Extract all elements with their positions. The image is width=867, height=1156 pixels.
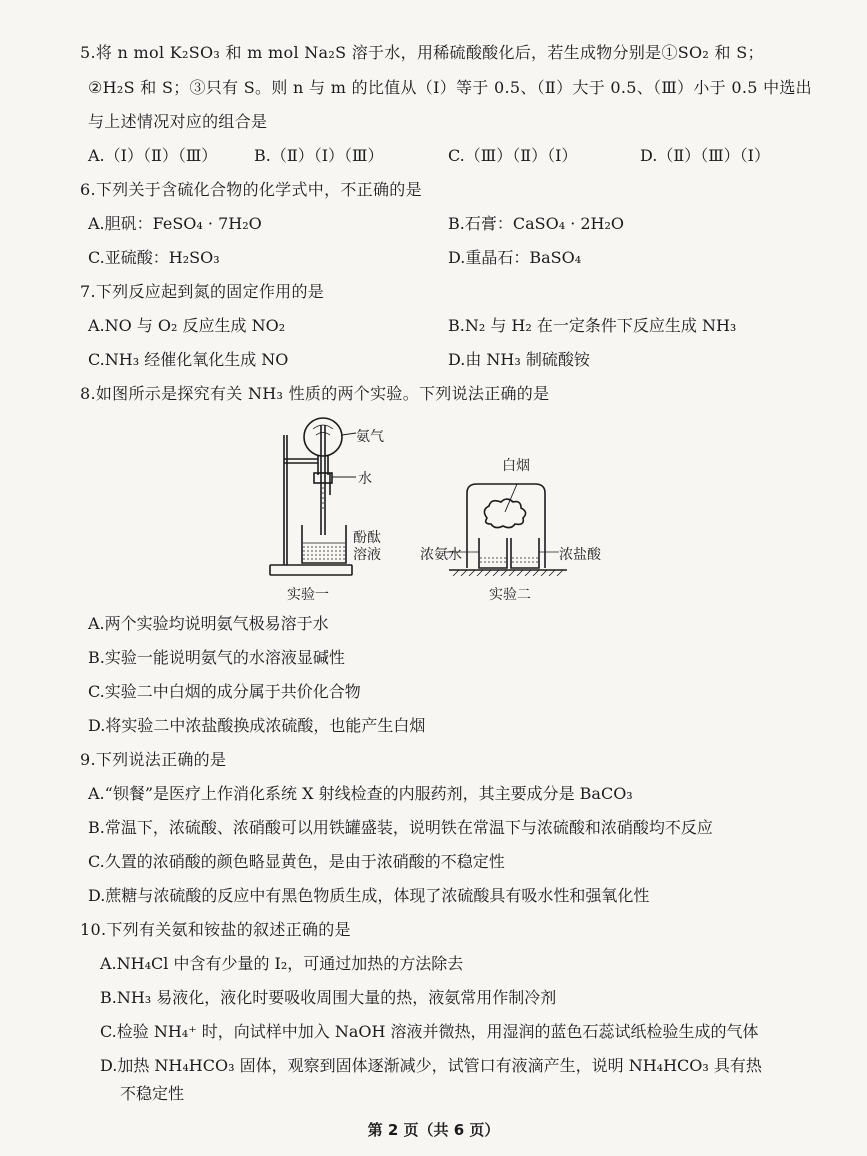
q10-option-d: D.加热 NH₄HCO₃ 固体，观察到固体逐渐减少，试管口有液滴产生，说明 NH₄HCO₃ 具有热	[100, 1056, 762, 1075]
q10-option-c: C.检验 NH₄⁺ 时，向试样中加入 NaOH 溶液并微热，用湿润的蓝色石蕊试纸检验生成的气体	[100, 1022, 759, 1041]
page-footer: 第 2 页（共 6 页）	[367, 1121, 500, 1139]
q7-option-d: D.由 NH₃ 制硫酸铵	[448, 350, 590, 369]
q7-option-c: C.NH₃ 经催化氧化生成 NO	[88, 350, 289, 369]
q10-option-b: B.NH₃ 易液化，液化时要吸收周围大量的热，液氨常用作制冷剂	[100, 988, 557, 1007]
q8-option-b: B.实验一能说明氨气的水溶液显碱性	[88, 648, 345, 667]
q5-option-a: A.（Ⅰ）（Ⅱ）（Ⅲ）	[88, 146, 218, 165]
q10-option-a: A.NH₄Cl 中含有少量的 I₂，可通过加热的方法除去	[100, 954, 464, 973]
q8-option-a: A.两个实验均说明氨气极易溶于水	[88, 614, 329, 633]
q9-option-b: B.常温下，浓硫酸、浓硝酸可以用铁罐盛装，说明铁在常温下与浓硫酸和浓硝酸均不反应	[88, 818, 713, 837]
exp1-label-gas: 氨气	[356, 429, 384, 445]
q9-option-c: C.久置的浓硝酸的颜色略显黄色，是由于浓硝酸的不稳定性	[88, 852, 505, 871]
q6-option-a: A.胆矾：FeSO₄ · 7H₂O	[88, 214, 262, 233]
q5-option-b: B.（Ⅱ）（Ⅰ）（Ⅲ）	[254, 146, 384, 165]
q5-option-c: C.（Ⅲ）（Ⅱ）（Ⅰ）	[448, 146, 578, 165]
q5-stem-line1: 5.将 n mol K₂SO₃ 和 m mol Na₂S 溶于水，用稀硫酸酸化后，若生成物分别是①SO₂ 和 S；	[80, 43, 764, 62]
exp2-label-right: 浓盐酸	[559, 547, 601, 563]
exp1-caption: 实验一	[287, 587, 329, 603]
q5-stem-line3: 与上述情况对应的组合是	[88, 112, 268, 131]
q10-stem: 10.下列有关氨和铵盐的叙述正确的是	[80, 920, 351, 939]
exp1-label-solution-2: 溶液	[353, 547, 381, 563]
q8-option-d: D.将实验二中浓盐酸换成浓硫酸，也能产生白烟	[88, 716, 426, 735]
q7-option-b: B.N₂ 与 H₂ 在一定条件下反应生成 NH₃	[448, 316, 737, 335]
q8-stem: 8.如图所示是探究有关 NH₃ 性质的两个实验。下列说法正确的是	[80, 384, 550, 403]
q7-stem: 7.下列反应起到氮的固定作用的是	[80, 282, 325, 301]
q10-option-d-continued: 不稳定性	[120, 1084, 185, 1103]
q9-option-d: D.蔗糖与浓硫酸的反应中有黑色物质生成，体现了浓硫酸具有吸水性和强氧化性	[88, 886, 650, 905]
q6-option-b: B.石膏：CaSO₄ · 2H₂O	[448, 214, 625, 233]
exp1-label-solution-1: 酚酞	[353, 530, 381, 546]
exp1-label-water: 水	[358, 471, 372, 487]
q9-option-a: A.“钡餐”是医疗上作消化系统 X 射线检查的内服药剂，其主要成分是 BaCO₃	[88, 784, 633, 803]
exp2-caption: 实验二	[489, 587, 531, 603]
q6-option-d: D.重晶石：BaSO₄	[448, 248, 582, 267]
q8-option-c: C.实验二中白烟的成分属于共价化合物	[88, 682, 361, 701]
q5-option-d: D.（Ⅱ）（Ⅲ）（Ⅰ）	[640, 146, 770, 165]
q6-option-c: C.亚硫酸：H₂SO₃	[88, 248, 220, 267]
experiment-2-apparatus	[445, 478, 575, 582]
exp2-label-smoke: 白烟	[502, 458, 530, 474]
exp2-label-left: 浓氨水	[420, 547, 462, 563]
q5-stem-line2: ②H₂S 和 S；③只有 S。则 n 与 m 的比值从（Ⅰ）等于 0.5、（Ⅱ）大于 0.5、（Ⅲ）小于 0.5 中选出	[88, 78, 812, 97]
q9-stem: 9.下列说法正确的是	[80, 750, 227, 769]
q7-option-a: A.NO 与 O₂ 反应生成 NO₂	[88, 316, 286, 335]
q6-stem: 6.下列关于含硫化合物的化学式中，不正确的是	[80, 180, 422, 199]
